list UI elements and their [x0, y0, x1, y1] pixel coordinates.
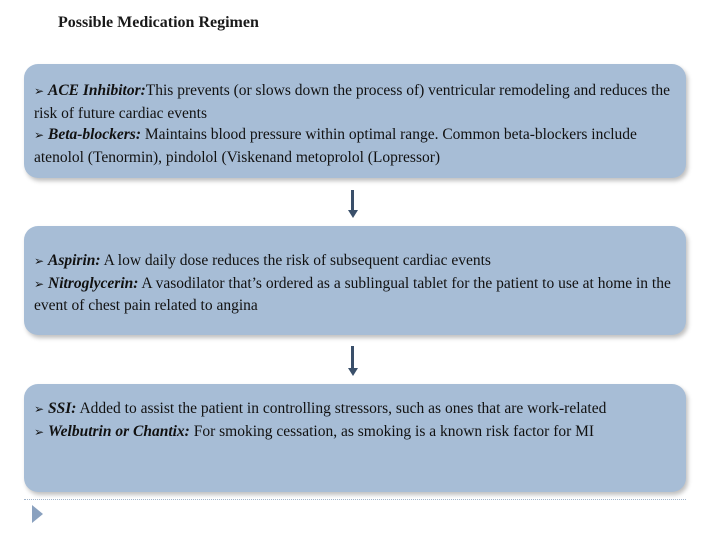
footer-divider: [24, 499, 686, 500]
page-title: Possible Medication Regimen: [58, 14, 259, 31]
medication-term: Welbutrin or Chantix:: [48, 422, 190, 440]
regimen-item: [34, 80, 676, 124]
regimen-box-1: [24, 64, 686, 178]
regimen-item: [34, 398, 676, 421]
play-triangle-icon[interactable]: [32, 505, 43, 523]
regimen-item: [34, 124, 676, 168]
medication-term: ACE Inhibitor:: [48, 82, 146, 99]
medication-description: A vasodilator that’s ordered as a sublingual tablet for the patient to use at home in the event of chest pain related to angina: [34, 274, 671, 314]
regimen-box-2: [24, 226, 686, 335]
medication-description: This prevents (or slows down the process of) ventricular remodeling and reduces the risk of future cardiac events: [34, 82, 671, 122]
medication-term: SSI:: [48, 400, 77, 417]
arrow-bullet-icon: ➢: [34, 276, 45, 291]
medication-description: A low daily dose reduces the risk of subsequent cardiac events: [100, 252, 491, 269]
arrow-bullet-icon: ➢: [34, 402, 45, 416]
medication-description: Added to assist the patient in controlling stressors, such as ones that are work-related: [76, 400, 607, 417]
arrow-down-icon: [348, 190, 358, 220]
medication-term: Nitroglycerin:: [48, 274, 139, 292]
arrow-bullet-icon: ➢: [34, 84, 45, 98]
regimen-item: [34, 273, 676, 317]
regimen-item: [34, 421, 676, 444]
regimen-box-3: [24, 384, 686, 492]
medication-description: For smoking cessation, as smoking is a known risk factor for MI: [189, 422, 595, 440]
medication-description: Maintains blood pressure within optimal range. Common beta-blockers include atenolol (Tenormin), pindolol (Viskenand metoprolol (Lopressor): [34, 126, 637, 166]
arrow-bullet-icon: ➢: [34, 424, 45, 439]
arrow-down-icon: [348, 346, 358, 378]
arrow-bullet-icon: ➢: [34, 128, 45, 142]
regimen-item: [34, 250, 676, 273]
medication-term: Beta-blockers:: [48, 126, 141, 143]
medication-term: Aspirin:: [48, 252, 101, 269]
arrow-bullet-icon: ➢: [34, 254, 45, 268]
